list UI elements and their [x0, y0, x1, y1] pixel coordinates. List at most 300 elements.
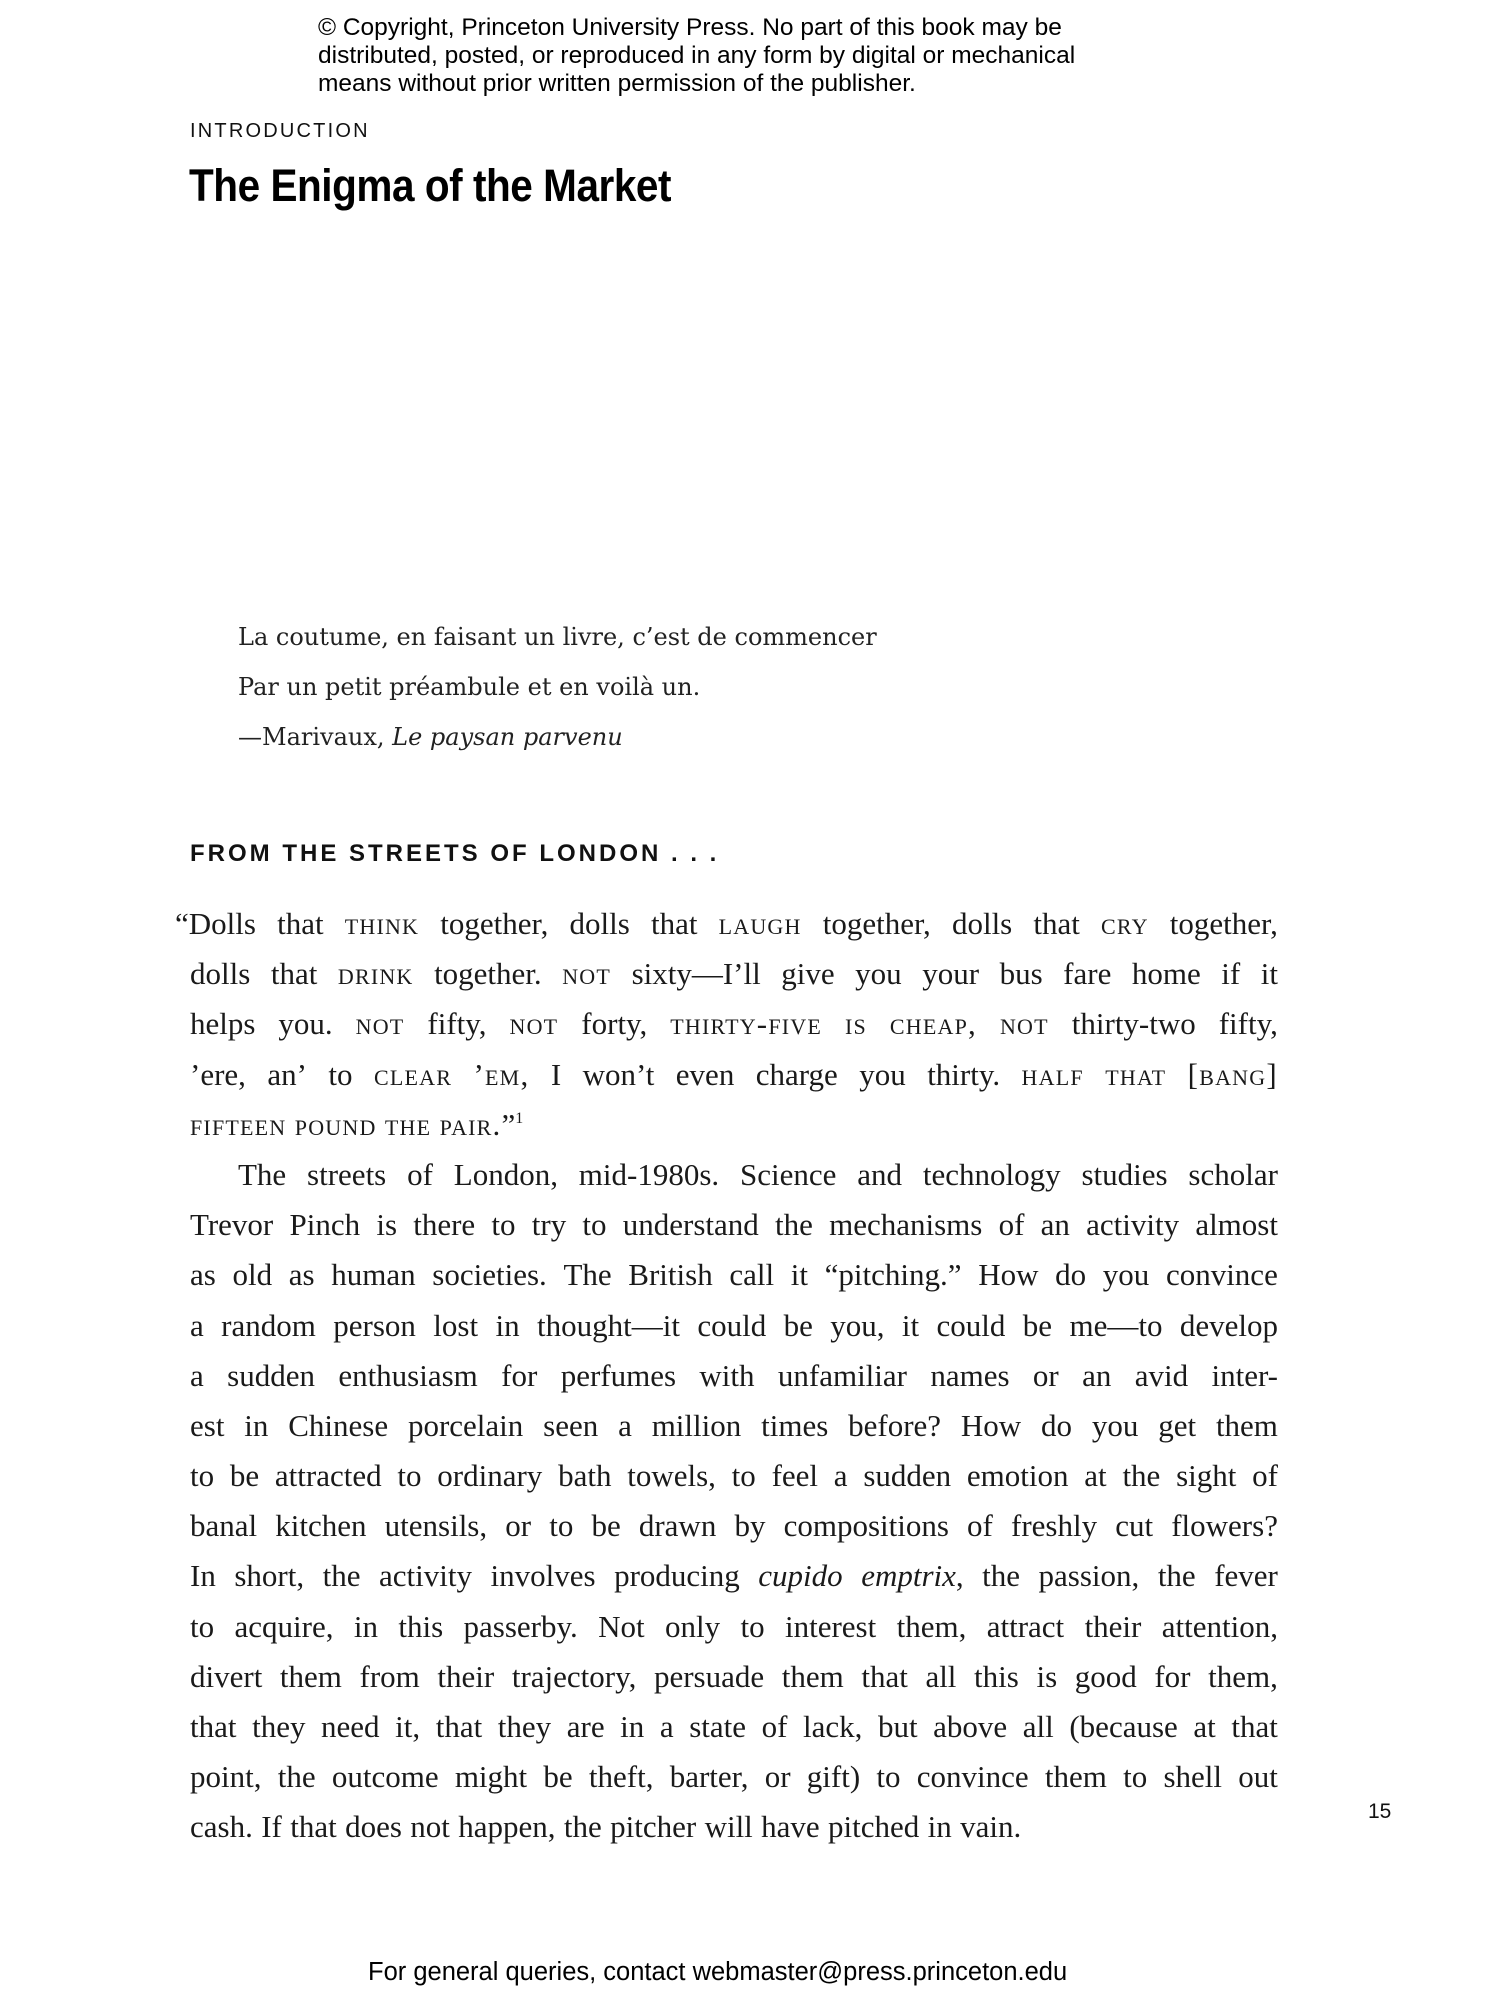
word [1158, 1401, 1196, 1451]
word [379, 1551, 472, 1601]
text: them, [1208, 1658, 1278, 1694]
text: above [933, 1709, 1008, 1744]
text: a [618, 1407, 632, 1443]
word [1154, 1652, 1190, 1702]
word [532, 1200, 566, 1250]
word [1208, 1652, 1278, 1702]
word [1261, 949, 1278, 999]
word [823, 899, 931, 949]
text: that [435, 1709, 483, 1744]
word [190, 1602, 214, 1652]
word [1086, 1200, 1179, 1250]
text: sight [1176, 1458, 1237, 1494]
word [1023, 1702, 1054, 1752]
text: scholar [1188, 1156, 1278, 1192]
word [1101, 899, 1149, 949]
word [756, 1050, 838, 1100]
text-line [190, 999, 1278, 1049]
text: them, [896, 1608, 967, 1644]
text: compositions [783, 1508, 949, 1544]
text: is [376, 1207, 398, 1243]
small-caps-text: the [384, 1106, 432, 1142]
word [190, 1551, 216, 1601]
word [765, 1752, 791, 1802]
word [1115, 1501, 1153, 1551]
text: convince [1165, 1257, 1278, 1293]
word [1135, 1351, 1188, 1401]
text: the [322, 1558, 361, 1594]
epigraph-attribution [238, 712, 877, 762]
text: it, [395, 1709, 421, 1744]
text: cut [1115, 1508, 1154, 1544]
text: lost [433, 1307, 479, 1343]
word [897, 1602, 967, 1652]
text: How [960, 1407, 1022, 1443]
text: won’t [582, 1056, 655, 1092]
text: porcelain [407, 1407, 524, 1443]
copyright-notice [318, 14, 1238, 98]
text: this [398, 1608, 444, 1644]
text: Trevor [190, 1207, 274, 1243]
word [589, 1752, 654, 1802]
word [1123, 1752, 1147, 1802]
word [345, 1802, 402, 1852]
text: producing [614, 1558, 740, 1594]
text: point, [190, 1759, 262, 1795]
text: an [1082, 1357, 1112, 1393]
text: they [497, 1709, 552, 1744]
word [734, 1501, 765, 1551]
text: dolls [190, 956, 251, 992]
body-paragraph [190, 1150, 1278, 1853]
text: pitcher [610, 1809, 697, 1845]
word [834, 1451, 848, 1501]
text: If [261, 1809, 282, 1845]
text: est [190, 1407, 225, 1443]
epigraph-work-title: Le paysan parvenu [392, 723, 623, 751]
word [398, 1602, 443, 1652]
word [230, 1451, 259, 1501]
text: acquire, [234, 1608, 334, 1644]
text: could [936, 1307, 1006, 1343]
text: there [413, 1207, 476, 1243]
word [190, 1050, 246, 1100]
small-caps-text: pair. [439, 1106, 502, 1142]
word [803, 1702, 862, 1752]
word [558, 1451, 611, 1501]
text: I [550, 1056, 562, 1092]
footnote-marker[interactable]: 1 [515, 1109, 524, 1127]
text: , [955, 1558, 964, 1594]
word [190, 999, 255, 1049]
word [1170, 899, 1278, 949]
text: drawn [638, 1508, 717, 1544]
text: Not [598, 1608, 645, 1644]
text: divert [190, 1658, 263, 1694]
word [845, 999, 867, 1049]
text: try [531, 1207, 567, 1243]
small-caps-text: that [1105, 1056, 1167, 1092]
section-heading: FROM THE STREETS OF LONDON . . . [190, 840, 720, 867]
text: attract [986, 1608, 1065, 1644]
text: the [277, 1759, 316, 1795]
text: attention, [1161, 1608, 1278, 1644]
word [1252, 1451, 1278, 1501]
text: forty, [581, 1006, 648, 1042]
text: How [978, 1257, 1039, 1293]
word [1231, 1702, 1278, 1752]
word [323, 1551, 361, 1601]
word [628, 1250, 712, 1300]
small-caps-text: drink [337, 956, 414, 992]
word [689, 1702, 746, 1752]
text: short, [234, 1558, 305, 1594]
text: does [345, 1809, 402, 1845]
word [1011, 1501, 1097, 1551]
text: unfamiliar [777, 1357, 907, 1393]
word [354, 1602, 378, 1652]
word [982, 1551, 1020, 1601]
word [582, 1200, 606, 1250]
text: helps [190, 1006, 256, 1042]
word [232, 1250, 272, 1300]
text: in [927, 1809, 952, 1845]
word [1188, 1150, 1278, 1200]
small-caps-text: not [509, 1006, 559, 1042]
text: “pitching.” [824, 1257, 962, 1293]
word [570, 899, 630, 949]
small-caps-text: clear [373, 1056, 453, 1092]
word [740, 1150, 836, 1200]
text: a [659, 1709, 674, 1744]
text: human [331, 1257, 416, 1293]
word [190, 1200, 273, 1250]
word [1000, 999, 1049, 1049]
word [190, 1351, 204, 1401]
word [338, 1351, 478, 1401]
word [1195, 1200, 1278, 1250]
small-caps-text: not [562, 956, 612, 992]
word [190, 1301, 204, 1351]
text: towels, [627, 1458, 716, 1494]
text: an [1040, 1207, 1070, 1243]
text: in [353, 1608, 378, 1644]
text: streets [307, 1156, 387, 1192]
text-line [190, 1501, 1278, 1551]
word [1105, 1050, 1166, 1100]
word [1069, 1702, 1177, 1752]
word [1238, 1752, 1278, 1802]
word [652, 1401, 742, 1451]
text: activity [1086, 1207, 1180, 1243]
small-caps-text: think [344, 906, 420, 941]
chapter-title: The Enigma of the Market [189, 160, 672, 211]
word [1188, 1050, 1278, 1100]
word [244, 1401, 268, 1451]
text: them [1215, 1407, 1278, 1443]
text: a [190, 1307, 204, 1343]
small-caps-text: cry [1101, 906, 1149, 941]
word [825, 1250, 962, 1300]
small-caps-text: [bang] [1187, 1056, 1278, 1092]
word [775, 1200, 813, 1250]
small-caps-text: thirty-five [670, 1006, 823, 1042]
word [922, 949, 979, 999]
text: them [279, 1658, 342, 1694]
word [1023, 1301, 1052, 1351]
text: an’ [267, 1056, 307, 1092]
word [1069, 1301, 1162, 1351]
word [758, 1551, 842, 1601]
word [610, 1802, 696, 1852]
text: together, [440, 906, 549, 941]
text: passion, [1038, 1558, 1140, 1594]
text: good [1074, 1658, 1137, 1694]
word [278, 1752, 316, 1802]
word [385, 1100, 431, 1150]
text: be [591, 1508, 621, 1544]
text: to [731, 1458, 756, 1494]
text: it [790, 1257, 808, 1293]
word [427, 999, 486, 1049]
word [271, 949, 318, 999]
word [618, 1401, 632, 1451]
text: perfumes [560, 1357, 677, 1393]
word [830, 1301, 884, 1351]
page-number: 15 [1368, 1800, 1392, 1823]
word [614, 1551, 740, 1601]
text: Pinch [289, 1207, 361, 1243]
copyright-line-1: © Copyright, Princeton University Press. No part of this book may be [318, 14, 1062, 41]
text: mechanisms [829, 1207, 983, 1243]
text: thirty-two [1071, 1006, 1196, 1042]
text: a [190, 1357, 204, 1393]
text: the [982, 1558, 1021, 1594]
text: of [967, 1508, 993, 1544]
quote-paragraph [175, 899, 1278, 1150]
text: enthusiasm [338, 1357, 478, 1393]
small-caps-text: pound [294, 1106, 377, 1142]
word [261, 1802, 282, 1852]
text: only [664, 1608, 721, 1644]
word [290, 1802, 337, 1852]
word [455, 1752, 527, 1802]
word [778, 1351, 907, 1401]
text: in [495, 1307, 520, 1343]
text: them [781, 1658, 844, 1694]
text: as [288, 1257, 315, 1293]
text: technology [922, 1156, 1061, 1192]
word [627, 1451, 716, 1501]
word [277, 899, 324, 949]
word [543, 1401, 598, 1451]
text: but [877, 1709, 918, 1744]
text: dolls [569, 906, 630, 941]
epigraph-line-1: La coutume, en faisant un livre, c’est de commencer [238, 623, 877, 651]
word [581, 999, 647, 1049]
text: be [543, 1759, 573, 1795]
text: from [359, 1658, 420, 1694]
copyright-line-3: means without prior written permission of the publisher. [318, 70, 916, 97]
word [784, 1301, 813, 1351]
text: out [1238, 1759, 1278, 1795]
text: and [857, 1156, 903, 1192]
word [190, 1501, 257, 1551]
text: persuade [653, 1658, 765, 1694]
word [434, 949, 542, 999]
text: in [620, 1709, 645, 1744]
text: shell [1163, 1759, 1223, 1795]
word [772, 1451, 818, 1501]
text: of [998, 1207, 1025, 1243]
word [190, 1702, 237, 1752]
word [190, 1100, 286, 1150]
word [928, 1802, 952, 1852]
word [562, 949, 611, 999]
word [190, 1250, 216, 1300]
word [863, 1451, 951, 1501]
text-line [190, 1200, 1278, 1250]
word [376, 1200, 397, 1250]
text: sudden [863, 1458, 952, 1494]
word [579, 1150, 719, 1200]
word [510, 999, 559, 1049]
word [1036, 1652, 1057, 1702]
text: that [1033, 906, 1080, 941]
word [762, 1702, 788, 1752]
text: ’ere, [190, 1056, 246, 1092]
text: ” [501, 1106, 516, 1142]
word [699, 1351, 754, 1401]
text: them [1044, 1759, 1107, 1795]
word [848, 1401, 941, 1451]
word [974, 1652, 1019, 1702]
word [740, 1602, 764, 1652]
text-line [190, 1551, 1278, 1601]
word [345, 899, 419, 949]
text: it [901, 1307, 920, 1343]
word [1084, 1451, 1106, 1501]
text: home [1131, 956, 1201, 992]
word [549, 1501, 573, 1551]
text: you [1091, 1407, 1139, 1443]
text: inter- [1211, 1357, 1278, 1393]
word [861, 1652, 908, 1702]
text: if [1221, 956, 1241, 992]
word [1055, 1250, 1086, 1300]
text: outcome [331, 1759, 439, 1795]
text: for [501, 1357, 538, 1393]
word [437, 1652, 494, 1702]
text: to [1123, 1759, 1148, 1795]
text: The [563, 1257, 612, 1293]
word [878, 1702, 918, 1752]
text: that [861, 1658, 908, 1694]
text: London, [453, 1156, 558, 1192]
word [474, 1050, 530, 1100]
word [436, 1702, 483, 1752]
word [498, 1702, 551, 1752]
text: that [277, 906, 324, 941]
word [1082, 1351, 1111, 1401]
word [1092, 1401, 1139, 1451]
text: to [190, 1608, 215, 1644]
word [275, 1501, 366, 1551]
word [829, 1200, 982, 1250]
text: studies [1081, 1156, 1168, 1192]
text: at [1084, 1458, 1107, 1494]
word [781, 949, 834, 999]
word [782, 1652, 844, 1702]
chapter-label: INTRODUCTION [190, 120, 370, 142]
word [385, 1501, 487, 1551]
text: of [1252, 1458, 1278, 1494]
word [289, 1200, 360, 1250]
text: feel [771, 1458, 819, 1494]
text: dolls [951, 906, 1013, 941]
text-line [190, 1100, 1278, 1150]
text: all [925, 1658, 957, 1694]
word [732, 1451, 756, 1501]
text: societies. [432, 1257, 547, 1293]
text: their [1084, 1608, 1142, 1644]
text: thought—it [537, 1307, 680, 1343]
word [1041, 1200, 1070, 1250]
word [1176, 1451, 1236, 1501]
word [295, 1100, 377, 1150]
word [275, 1451, 382, 1501]
word [458, 1802, 555, 1852]
text: state [689, 1709, 747, 1744]
word [512, 1652, 637, 1702]
word [397, 1451, 421, 1501]
word [591, 1501, 620, 1551]
word [563, 1250, 611, 1300]
text: be [1022, 1307, 1053, 1343]
word [437, 1451, 542, 1501]
word [360, 1652, 420, 1702]
word [999, 1200, 1025, 1250]
small-caps-text: not [999, 1006, 1049, 1042]
text: not [410, 1809, 450, 1845]
text: happen, [458, 1809, 556, 1845]
word [491, 1200, 515, 1250]
word [227, 1351, 315, 1401]
word [978, 1250, 1038, 1300]
word [221, 1301, 316, 1351]
word [278, 999, 332, 1049]
text: pitched [828, 1809, 920, 1845]
text: In [190, 1558, 216, 1594]
text: bus [999, 956, 1043, 992]
word [890, 999, 977, 1049]
text: by [734, 1508, 766, 1544]
text: fare [1063, 956, 1112, 992]
text: could [697, 1307, 767, 1343]
small-caps-text: cheap, [889, 1006, 977, 1042]
text: the [563, 1809, 602, 1845]
word [960, 1802, 1021, 1852]
text: mid-1980s. [578, 1156, 720, 1192]
text: you [859, 1056, 906, 1092]
text: the [1157, 1558, 1196, 1594]
word [175, 899, 256, 949]
text: you [855, 956, 902, 992]
word [501, 1351, 537, 1401]
word [967, 1451, 1069, 1501]
word [374, 1050, 452, 1100]
word [654, 1652, 764, 1702]
